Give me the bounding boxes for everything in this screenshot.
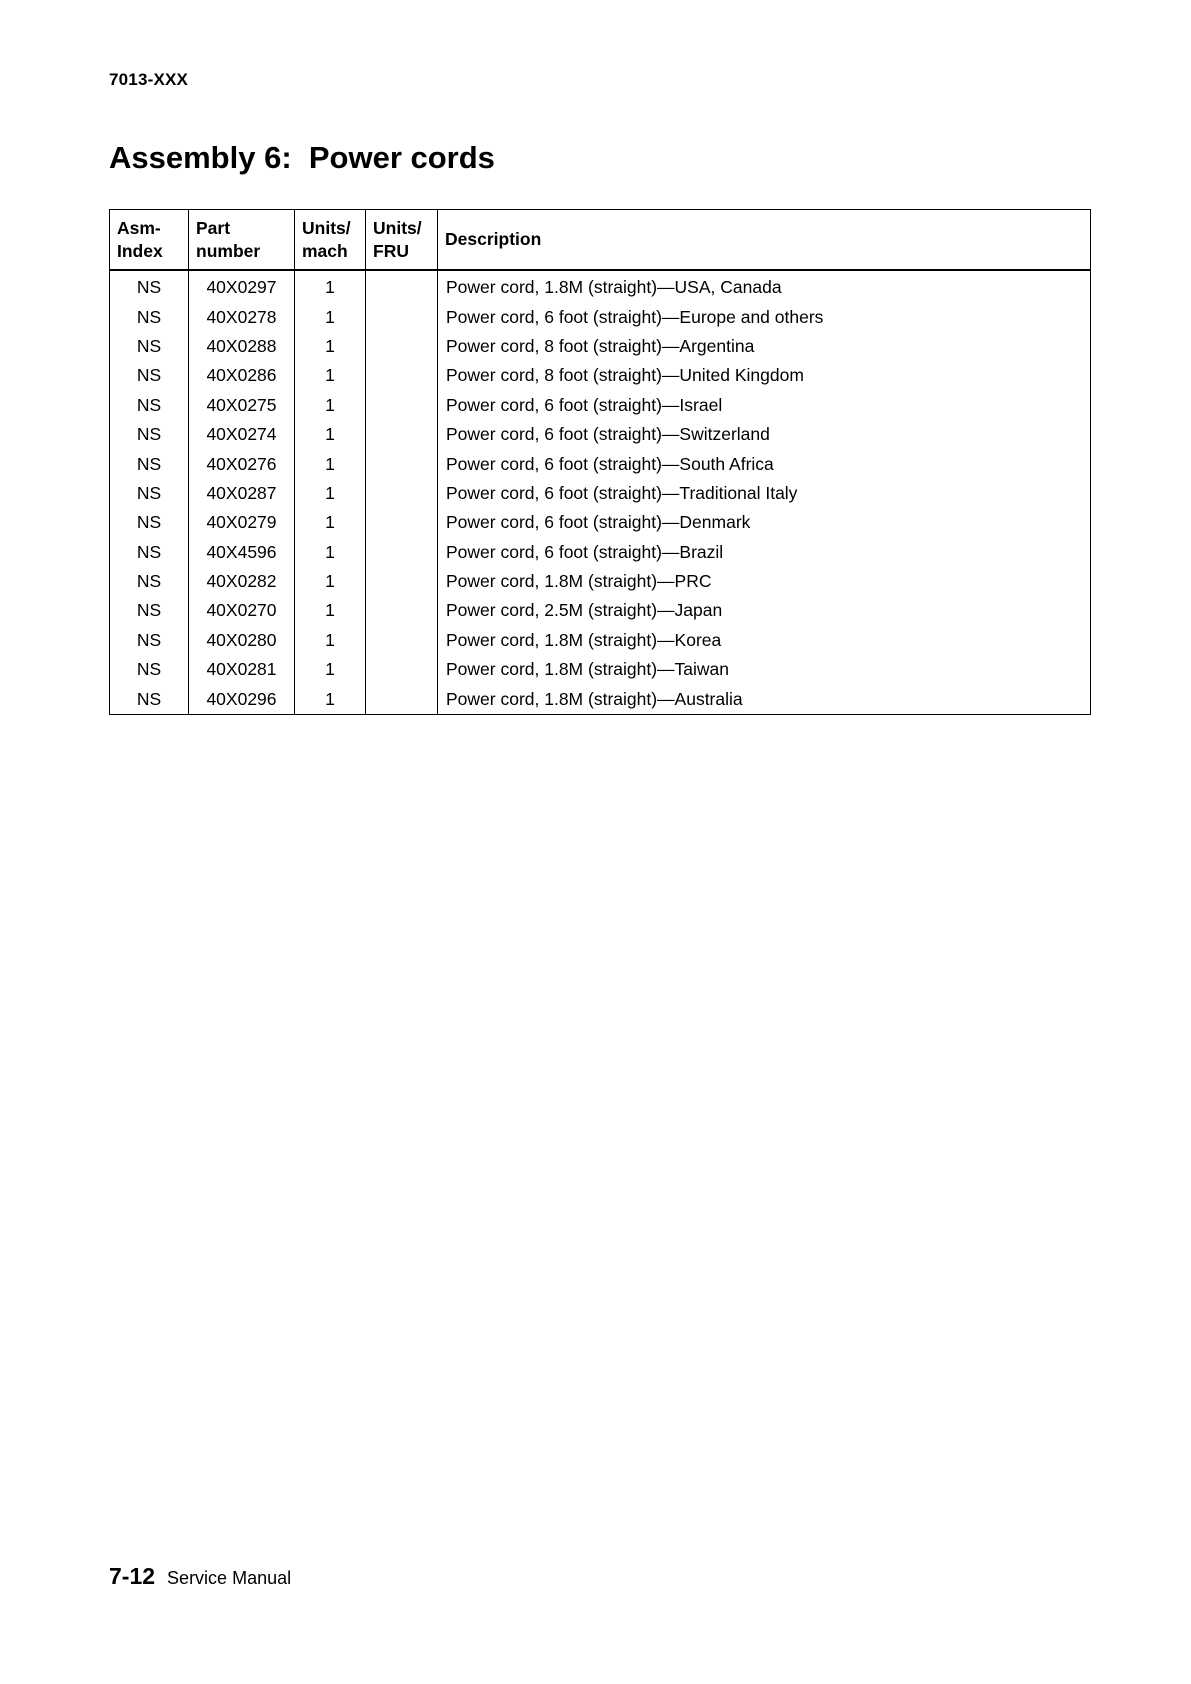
cell-part-number: 40X0282 <box>189 567 295 596</box>
cell-units-fru <box>366 449 438 478</box>
header-line: number <box>196 240 261 261</box>
cell-units-fru <box>366 684 438 714</box>
header-line: Description <box>445 229 542 249</box>
cell-part-number: 40X4596 <box>189 538 295 567</box>
cell-units-mach: 1 <box>295 391 366 420</box>
cell-part-number: 40X0287 <box>189 479 295 508</box>
cell-units-fru <box>366 420 438 449</box>
cell-units-fru <box>366 361 438 390</box>
cell-description: Power cord, 8 foot (straight)—Argentina <box>438 332 1091 361</box>
cell-asm-index: NS <box>110 270 189 302</box>
cell-units-mach: 1 <box>295 596 366 625</box>
cell-description: Power cord, 1.8M (straight)—PRC <box>438 567 1091 596</box>
cell-part-number: 40X0274 <box>189 420 295 449</box>
cell-asm-index: NS <box>110 361 189 390</box>
cell-units-fru <box>366 655 438 684</box>
column-header-units-mach <box>295 210 366 271</box>
cell-units-mach: 1 <box>295 538 366 567</box>
cell-description: Power cord, 6 foot (straight)—Traditional Italy <box>438 479 1091 508</box>
cell-units-mach: 1 <box>295 332 366 361</box>
cell-asm-index: NS <box>110 332 189 361</box>
cell-units-mach: 1 <box>295 567 366 596</box>
cell-part-number: 40X0270 <box>189 596 295 625</box>
cell-asm-index: NS <box>110 684 189 714</box>
cell-units-mach: 1 <box>295 684 366 714</box>
parts-table-body <box>110 270 1091 714</box>
parts-table <box>109 209 1091 715</box>
header-line: Part <box>196 217 231 238</box>
header-line: Units/ <box>302 217 351 238</box>
cell-units-mach: 1 <box>295 361 366 390</box>
cell-part-number: 40X0296 <box>189 684 295 714</box>
column-header-units-fru <box>366 210 438 271</box>
table-row <box>110 684 1091 714</box>
cell-description: Power cord, 2.5M (straight)—Japan <box>438 596 1091 625</box>
cell-units-fru <box>366 479 438 508</box>
cell-units-fru <box>366 538 438 567</box>
cell-asm-index: NS <box>110 626 189 655</box>
cell-description: Power cord, 1.8M (straight)—Korea <box>438 626 1091 655</box>
header-line: mach <box>302 240 348 261</box>
parts-table-header <box>110 210 1091 271</box>
cell-description: Power cord, 1.8M (straight)—Australia <box>438 684 1091 714</box>
header-line: Index <box>117 240 163 261</box>
page-title: Assembly 6: Power cords <box>109 140 495 175</box>
page-footer <box>109 1563 291 1590</box>
cell-asm-index: NS <box>110 420 189 449</box>
column-header-asm-index <box>110 210 189 271</box>
cell-part-number: 40X0281 <box>189 655 295 684</box>
cell-units-fru <box>366 270 438 302</box>
table-row <box>110 420 1091 449</box>
cell-asm-index: NS <box>110 391 189 420</box>
cell-units-fru <box>366 596 438 625</box>
cell-description: Power cord, 1.8M (straight)—USA, Canada <box>438 270 1091 302</box>
cell-description: Power cord, 1.8M (straight)—Taiwan <box>438 655 1091 684</box>
table-row <box>110 567 1091 596</box>
cell-part-number: 40X0280 <box>189 626 295 655</box>
cell-description: Power cord, 6 foot (straight)—South Africa <box>438 449 1091 478</box>
cell-part-number: 40X0278 <box>189 302 295 331</box>
cell-asm-index: NS <box>110 479 189 508</box>
cell-units-mach: 1 <box>295 508 366 537</box>
page-number: 7-12 <box>109 1563 156 1589</box>
cell-asm-index: NS <box>110 508 189 537</box>
cell-description: Power cord, 6 foot (straight)—Brazil <box>438 538 1091 567</box>
cell-asm-index: NS <box>110 302 189 331</box>
cell-part-number: 40X0279 <box>189 508 295 537</box>
header-line: FRU <box>373 240 409 261</box>
column-header-part-number <box>189 210 295 271</box>
table-row <box>110 479 1091 508</box>
cell-part-number: 40X0275 <box>189 391 295 420</box>
cell-asm-index: NS <box>110 655 189 684</box>
cell-part-number: 40X0297 <box>189 270 295 302</box>
table-row <box>110 302 1091 331</box>
table-row <box>110 626 1091 655</box>
header-line: Units/ <box>373 217 422 238</box>
cell-units-fru <box>366 332 438 361</box>
header-line: Asm- <box>117 217 161 238</box>
table-row <box>110 596 1091 625</box>
cell-part-number: 40X0288 <box>189 332 295 361</box>
cell-asm-index: NS <box>110 567 189 596</box>
cell-part-number: 40X0276 <box>189 449 295 478</box>
cell-units-fru <box>366 302 438 331</box>
table-row <box>110 538 1091 567</box>
table-row <box>110 270 1091 302</box>
cell-asm-index: NS <box>110 538 189 567</box>
cell-units-mach: 1 <box>295 626 366 655</box>
column-header-description <box>438 210 1091 271</box>
cell-description: Power cord, 6 foot (straight)—Israel <box>438 391 1091 420</box>
manual-title: Service Manual <box>167 1568 292 1588</box>
model-code: 7013-XXX <box>109 70 189 89</box>
table-row <box>110 332 1091 361</box>
header-row <box>110 210 1091 271</box>
cell-description: Power cord, 8 foot (straight)—United Kingdom <box>438 361 1091 390</box>
cell-units-fru <box>366 567 438 596</box>
cell-description: Power cord, 6 foot (straight)—Europe and others <box>438 302 1091 331</box>
cell-units-mach: 1 <box>295 420 366 449</box>
table-row <box>110 449 1091 478</box>
cell-asm-index: NS <box>110 596 189 625</box>
table-row <box>110 655 1091 684</box>
table-row <box>110 391 1091 420</box>
cell-part-number: 40X0286 <box>189 361 295 390</box>
cell-units-mach: 1 <box>295 270 366 302</box>
cell-description: Power cord, 6 foot (straight)—Denmark <box>438 508 1091 537</box>
cell-units-fru <box>366 391 438 420</box>
cell-units-mach: 1 <box>295 655 366 684</box>
cell-units-mach: 1 <box>295 302 366 331</box>
cell-units-mach: 1 <box>295 449 366 478</box>
cell-units-mach: 1 <box>295 479 366 508</box>
table-row <box>110 361 1091 390</box>
table-row <box>110 508 1091 537</box>
cell-description: Power cord, 6 foot (straight)—Switzerland <box>438 420 1091 449</box>
cell-units-fru <box>366 508 438 537</box>
cell-asm-index: NS <box>110 449 189 478</box>
cell-units-fru <box>366 626 438 655</box>
